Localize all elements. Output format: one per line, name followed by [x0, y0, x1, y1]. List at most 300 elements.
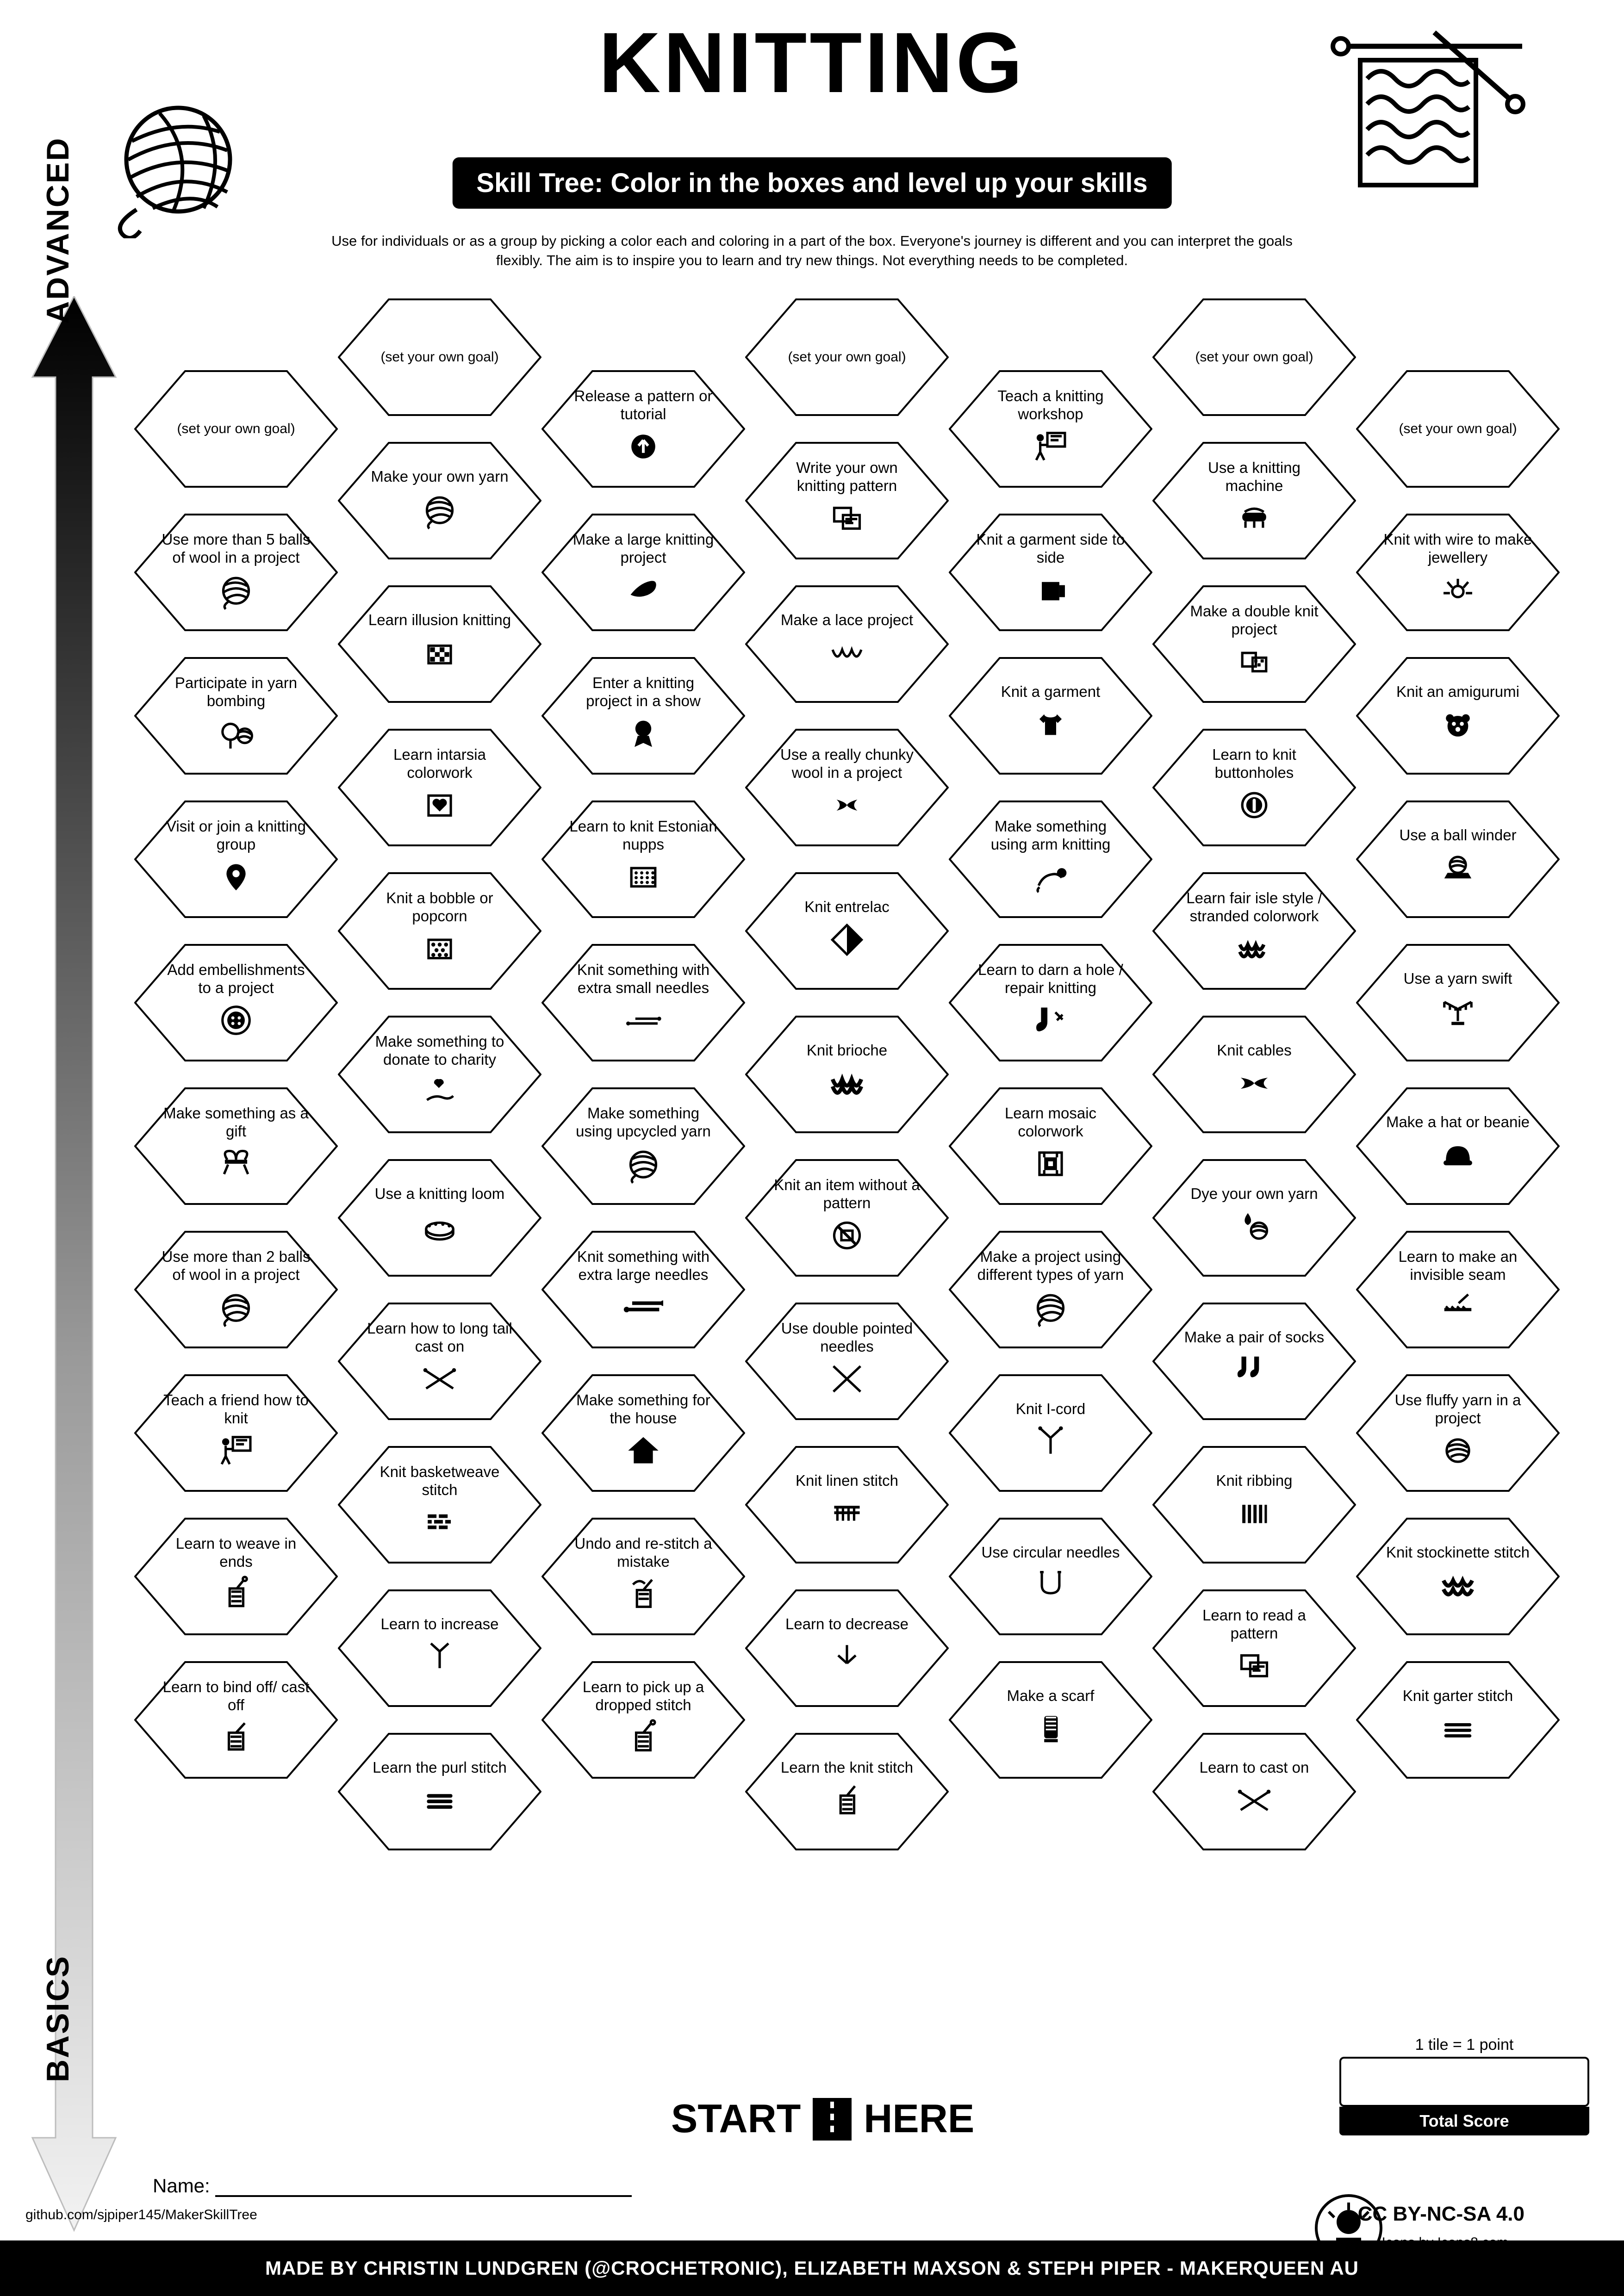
skill-tile-label: Learn fair isle style / stranded colorwork: [1186, 889, 1322, 925]
skill-tile-label: Enter a knitting project in a show: [586, 674, 701, 709]
skill-tile-icon: [420, 929, 460, 973]
axis-label-advanced: ADVANCED: [40, 137, 75, 324]
skill-tile-icon: [420, 785, 460, 829]
skill-tile[interactable]: [745, 1303, 949, 1420]
skill-tile-label: Make something for the house: [576, 1391, 710, 1427]
skill-tile-label: Use circular needles: [981, 1544, 1120, 1561]
fluffy-yarn-icon: [1438, 1431, 1478, 1471]
skill-tile[interactable]: [338, 585, 541, 703]
knitting-loom-icon: [420, 1207, 460, 1247]
skill-tile[interactable]: [1356, 657, 1560, 775]
knit-stitch-icon: [827, 1781, 867, 1820]
teaching-board-icon: [216, 1431, 256, 1471]
yarn-swift-icon: [1438, 992, 1478, 1031]
skill-tile-label: Use double pointed needles: [781, 1319, 913, 1355]
needle-weaving-icon: [216, 1574, 256, 1614]
start-here-marker: [671, 2096, 974, 2142]
skill-tile[interactable]: [949, 1374, 1152, 1492]
skill-tile[interactable]: [541, 1087, 745, 1205]
skill-tile[interactable]: [541, 1518, 745, 1635]
skill-tile-label: Undo and re-stitch a mistake: [574, 1534, 712, 1570]
skill-tile-icon: [623, 1144, 663, 1188]
skill-tile-label: Use more than 5 balls of wool in a project: [162, 530, 311, 566]
name-field-row: [153, 2175, 632, 2197]
fairisle-icon: [1234, 929, 1274, 968]
skill-tile-icon: [1031, 1709, 1070, 1753]
skill-tile-icon: [1438, 570, 1478, 614]
skill-tile[interactable]: [949, 944, 1152, 1061]
skill-tile-icon: [216, 1000, 256, 1044]
yarn-ball-icon: [420, 490, 460, 529]
increase-arrow-icon: [420, 1637, 460, 1677]
skill-tile[interactable]: [338, 1589, 541, 1707]
skill-tile-icon: [1031, 427, 1070, 471]
skill-tile-icon: [623, 857, 663, 901]
yarn-ball-icon: [216, 570, 256, 610]
house-icon: [623, 1431, 663, 1471]
road-icon: [813, 2098, 852, 2141]
skill-tile-icon: [623, 1718, 663, 1762]
skill-tile-icon: [623, 570, 663, 614]
skill-tile[interactable]: [134, 657, 338, 775]
skill-tile-icon: [623, 714, 663, 757]
no-pattern-icon: [827, 1216, 867, 1255]
skill-tile-icon: [1438, 1431, 1478, 1475]
skill-tile-label: Knit stockinette stitch: [1386, 1544, 1530, 1561]
skill-tile-icon: [1234, 1350, 1274, 1394]
ribbing-icon: [1234, 1494, 1274, 1533]
checker-basket-icon: [420, 633, 460, 673]
skill-tile-label: Use a ball winder: [1399, 826, 1517, 844]
large-needles-icon: [623, 1287, 663, 1327]
chunky-yarn-icon: [827, 785, 867, 825]
skill-tile-icon: [420, 1502, 460, 1546]
skill-tile-icon: [1031, 705, 1070, 749]
darning-sock-icon: [1031, 1000, 1070, 1040]
skill-tile-label: Knit something with extra small needles: [577, 961, 710, 996]
skill-tile[interactable]: [745, 1589, 949, 1707]
skill-tile-icon: [1234, 498, 1274, 542]
skill-tile-icon: [827, 1637, 867, 1681]
skill-tile-label: Release a pattern or tutorial: [574, 387, 713, 422]
skill-tile-icon: [1234, 1207, 1274, 1251]
github-link[interactable]: github.com/sjpiper145/MakerSkillTree: [25, 2207, 257, 2222]
total-score-input[interactable]: [1339, 2057, 1589, 2107]
skill-tile-icon: [623, 427, 663, 471]
skill-tile[interactable]: [1152, 1589, 1356, 1707]
skill-tile[interactable]: [1152, 1446, 1356, 1564]
skill-tile-label: Make a scarf: [1007, 1687, 1095, 1705]
skill-tile[interactable]: [949, 370, 1152, 488]
skill-tile-label: Knit entrelac: [804, 898, 890, 916]
skill-tile-label: Learn to darn a hole / repair knitting: [978, 961, 1123, 996]
skill-tile[interactable]: [949, 1231, 1152, 1348]
skill-tile-label: Knit a garment: [1001, 683, 1101, 701]
skill-tile-icon: [216, 857, 256, 901]
brioche-icon: [827, 1063, 867, 1103]
skill-tile[interactable]: [745, 585, 949, 703]
yarn-ball-icon: [1031, 1287, 1070, 1327]
skill-tile-icon: [420, 1781, 460, 1824]
gift-bow-icon: [216, 1144, 256, 1184]
skill-tile-icon: [1438, 992, 1478, 1036]
skill-tile-label: Knit brioche: [806, 1042, 888, 1059]
skill-tile-label: Make something to donate to charity: [375, 1032, 504, 1068]
start-label: START: [671, 2097, 801, 2141]
skill-tile[interactable]: [1356, 1374, 1560, 1492]
skill-tile-label: Knit something with extra large needles: [577, 1247, 710, 1283]
skill-tile-label: Learn mosaic colorwork: [1004, 1104, 1097, 1140]
skill-tile-label: Make a lace project: [780, 611, 914, 629]
entrelac-diamond-icon: [827, 920, 867, 960]
dpn-cross-icon: [827, 1359, 867, 1399]
tile-points-note: 1 tile = 1 point: [1415, 2036, 1514, 2054]
heart-square-icon: [420, 785, 460, 825]
skill-tile-icon: [827, 1063, 867, 1107]
skill-tile-label: Use a knitting loom: [374, 1185, 505, 1203]
skill-tile-icon: [827, 1781, 867, 1824]
skill-tile[interactable]: [1356, 1231, 1560, 1348]
skill-tile[interactable]: [1152, 442, 1356, 559]
skill-tile-icon: [1438, 1565, 1478, 1609]
skill-tile-label: Learn illusion knitting: [368, 611, 511, 629]
name-input[interactable]: [215, 2175, 632, 2197]
skill-tile[interactable]: [134, 370, 338, 488]
skill-tile-label: Learn to knit buttonholes: [1212, 745, 1296, 781]
page-title: KNITTING: [598, 15, 1026, 111]
skill-tile-icon: [1234, 785, 1274, 829]
skill-tile-label: Teach a friend how to knit: [163, 1391, 309, 1427]
skill-tile[interactable]: [949, 1518, 1152, 1635]
here-label: HERE: [864, 2097, 975, 2141]
skill-tile-icon: [1438, 848, 1478, 892]
skill-tile[interactable]: [745, 1446, 949, 1564]
skill-tile-icon: [1234, 642, 1274, 686]
decrease-arrow-icon: [827, 1637, 867, 1677]
skill-tile-icon: [827, 920, 867, 964]
skill-tile[interactable]: [338, 298, 541, 416]
icord-icon: [1031, 1422, 1070, 1462]
skill-tile[interactable]: [1152, 1159, 1356, 1277]
skill-tile[interactable]: [949, 1661, 1152, 1779]
scarf-icon: [1031, 1709, 1070, 1749]
skill-tile-label: (set your own goal): [788, 349, 906, 365]
skill-tile-icon: [623, 1287, 663, 1331]
dropped-stitch-icon: [623, 1718, 663, 1757]
skill-tile-icon: [1438, 1287, 1478, 1331]
cast-on-needles-icon: [420, 1359, 460, 1399]
skill-tile-label: Learn to increase: [380, 1615, 499, 1633]
pattern-page-icon: [1234, 1646, 1274, 1686]
skill-tile-label: Make your own yarn: [371, 468, 509, 485]
skill-tile[interactable]: [134, 800, 338, 918]
skill-tile[interactable]: [134, 1661, 338, 1779]
total-score-label: Total Score: [1339, 2107, 1589, 2135]
skill-tile[interactable]: [1356, 1661, 1560, 1779]
mosaic-icon: [1031, 1144, 1070, 1184]
skill-tile[interactable]: [745, 872, 949, 990]
license-label: CC BY-NC-SA 4.0: [1357, 2203, 1524, 2225]
skill-tile-icon: [1031, 1144, 1070, 1188]
undo-stitch-icon: [623, 1574, 663, 1614]
knitting-machine-icon: [1234, 498, 1274, 538]
cast-on-needles-icon: [1234, 1781, 1274, 1820]
skill-tile[interactable]: [1152, 1016, 1356, 1133]
skill-tile[interactable]: [745, 1016, 949, 1133]
award-ribbon-icon: [623, 714, 663, 753]
skill-tile-icon: [827, 633, 867, 677]
skill-tile-label: Knit ribbing: [1216, 1472, 1293, 1489]
tshirt-icon: [1031, 705, 1070, 745]
skill-tile[interactable]: [745, 298, 949, 416]
skill-tile[interactable]: [745, 729, 949, 846]
skill-tile[interactable]: [541, 944, 745, 1061]
skill-tile-label: Teach a knitting workshop: [997, 387, 1104, 422]
skill-tile-label: Learn to cast on: [1199, 1759, 1309, 1776]
skill-tile-icon: [216, 714, 256, 757]
map-pin-icon: [216, 857, 256, 897]
skill-tile-label: Learn to make an invisible seam: [1398, 1247, 1518, 1283]
skill-tile[interactable]: [1152, 298, 1356, 416]
skill-tile-icon: [216, 1718, 256, 1762]
skill-tile-icon: [1234, 1646, 1274, 1690]
button-icon: [216, 1000, 256, 1040]
double-knit-icon: [1234, 642, 1274, 682]
skill-tile-label: Make a large knitting project: [572, 530, 714, 566]
skill-tile-label: Knit garter stitch: [1402, 1687, 1513, 1705]
skill-tile-label: Use a yarn swift: [1403, 970, 1512, 987]
skill-tile-icon: [827, 1494, 867, 1538]
skill-tile[interactable]: [1152, 1733, 1356, 1850]
skill-tile-label: (set your own goal): [380, 349, 499, 365]
nupps-grid-icon: [623, 857, 663, 897]
skill-tile-label: Knit cables: [1217, 1042, 1292, 1059]
skill-tile[interactable]: [1356, 514, 1560, 631]
skill-tile-label: Knit a bobble or popcorn: [386, 889, 493, 925]
stockinette-icon: [1438, 1565, 1478, 1605]
score-box: [1339, 2036, 1589, 2135]
skill-tile[interactable]: [134, 1087, 338, 1205]
basketweave-icon: [420, 1502, 460, 1542]
skill-tile-label: Knit I-cord: [1015, 1400, 1086, 1418]
skill-tile-label: Make something using upcycled yarn: [576, 1104, 711, 1140]
lace-icon: [827, 633, 867, 673]
name-label: Name:: [153, 2175, 210, 2197]
skill-tile[interactable]: [1356, 370, 1560, 488]
skill-tile-label: Knit an item without a pattern: [774, 1176, 920, 1211]
skill-tile-label: Learn to decrease: [785, 1615, 908, 1633]
pattern-page-icon: [827, 498, 867, 538]
skill-tile-label: Learn how to long tail cast on: [367, 1319, 512, 1355]
skill-tile-icon: [827, 498, 867, 542]
skill-tile-icon: [216, 1144, 256, 1188]
bind-off-icon: [216, 1718, 256, 1757]
dye-drop-yarn-icon: [1234, 1207, 1274, 1247]
skill-tile[interactable]: [541, 370, 745, 488]
skill-tile-icon: [216, 1574, 256, 1618]
hand-heart-icon: [420, 1072, 460, 1112]
ball-winder-icon: [1438, 848, 1478, 888]
skill-tile-icon: [1234, 1063, 1274, 1107]
skill-tile-icon: [1031, 1287, 1070, 1331]
skill-tile-icon: [827, 1359, 867, 1403]
skill-tile-label: Learn to read a pattern: [1202, 1606, 1306, 1642]
tree-yarn-icon: [216, 714, 256, 753]
skill-tile-icon: [420, 1072, 460, 1116]
yarn-ball-icon: [623, 1144, 663, 1184]
skill-tile[interactable]: [134, 1231, 338, 1348]
skill-tile[interactable]: [1356, 1087, 1560, 1205]
skill-tile[interactable]: [949, 1087, 1152, 1205]
skill-tile[interactable]: [541, 1231, 745, 1348]
skill-tile[interactable]: [541, 514, 745, 631]
skill-tile-icon: [420, 490, 460, 534]
skill-tile-label: Dye your own yarn: [1190, 1185, 1318, 1203]
teaching-board-icon: [1031, 427, 1070, 466]
skill-tile[interactable]: [541, 800, 745, 918]
skill-tile[interactable]: [338, 1303, 541, 1420]
skill-tile-icon: [1031, 1000, 1070, 1044]
axis-label-basics: BASICS: [40, 1955, 75, 2082]
skill-tile[interactable]: [949, 514, 1152, 631]
cable-icon: [1234, 1063, 1274, 1103]
invisible-seam-icon: [1438, 1287, 1478, 1327]
skill-tile[interactable]: [338, 872, 541, 990]
skill-tile-icon: [420, 1637, 460, 1681]
skill-tile[interactable]: [1356, 800, 1560, 918]
skill-tile-label: Write your own knitting pattern: [796, 459, 898, 494]
socks-icon: [1234, 1350, 1274, 1390]
skill-tile-label: Knit a garment side to side: [976, 530, 1125, 566]
small-needles-icon: [623, 1000, 663, 1040]
skill-tile[interactable]: [541, 1374, 745, 1492]
skill-tile-icon: [623, 1000, 663, 1044]
skill-tile[interactable]: [338, 442, 541, 559]
arm-knitting-icon: [1031, 857, 1070, 897]
skill-tile-label: Learn to weave in ends: [175, 1534, 297, 1570]
skill-tile-label: Learn intarsia colorwork: [393, 745, 486, 781]
skill-tile[interactable]: [1152, 1303, 1356, 1420]
skill-tile-label: Use more than 2 balls of wool in a project: [162, 1247, 311, 1283]
skill-tile-icon: [1438, 705, 1478, 749]
skill-tile[interactable]: [338, 1016, 541, 1133]
skill-tile[interactable]: [1356, 944, 1560, 1061]
credit-bar: MADE BY CHRISTIN LUNDGREN (@CROCHETRONIC), ELIZABETH MAXSON & STEPH PIPER - MAKERQUEEN AU: [0, 2240, 1624, 2296]
garment-side-icon: [1031, 570, 1070, 610]
skill-tile-label: Participate in yarn bombing: [174, 674, 298, 709]
skill-tile-label: Use fluffy yarn in a project: [1394, 1391, 1521, 1427]
skill-tile[interactable]: [745, 1159, 949, 1277]
skill-tile-icon: [420, 1207, 460, 1251]
skill-tile[interactable]: [1152, 729, 1356, 846]
skill-tile[interactable]: [338, 1446, 541, 1564]
skill-tile-icon: [1031, 1422, 1070, 1466]
skill-tile[interactable]: [1152, 585, 1356, 703]
circular-needles-icon: [1031, 1565, 1070, 1605]
skill-tile-icon: [216, 1431, 256, 1475]
skill-tile-icon: [1031, 570, 1070, 614]
purl-stitch-icon: [420, 1781, 460, 1820]
skill-tile[interactable]: [949, 657, 1152, 775]
skill-tile-icon: [1234, 929, 1274, 973]
skill-tile-label: Knit basketweave stitch: [380, 1463, 500, 1498]
skill-tile[interactable]: [541, 1661, 745, 1779]
skill-tile-icon: [1438, 1709, 1478, 1753]
amigurumi-bear-icon: [1438, 705, 1478, 745]
skill-tile-icon: [827, 785, 867, 829]
wire-jewellery-icon: [1438, 570, 1478, 610]
skill-tile-label: Use a really chunky wool in a project: [780, 745, 914, 781]
skill-tile-icon: [1438, 1135, 1478, 1179]
skill-tile-label: Learn the knit stitch: [780, 1759, 914, 1776]
skill-tile-label: Make a hat or beanie: [1386, 1113, 1530, 1131]
skill-tile-icon: [1234, 1781, 1274, 1824]
skill-tile-icon: [420, 1359, 460, 1403]
skill-tile-icon: [216, 570, 256, 614]
skill-tile-label: Knit an amigurumi: [1396, 683, 1519, 701]
skill-tile-label: (set your own goal): [1195, 349, 1313, 365]
skill-tile-label: Add embellishments to a project: [167, 961, 305, 996]
subtitle-banner: Skill Tree: Color in the boxes and level up your skills: [452, 157, 1171, 209]
yarn-ball-icon: [216, 1287, 256, 1327]
skill-tile-label: Make a pair of socks: [1184, 1328, 1325, 1346]
beanie-icon: [1438, 1135, 1478, 1175]
blanket-icon: [623, 570, 663, 610]
skill-tile[interactable]: [338, 1159, 541, 1277]
upload-circle-icon: [623, 427, 663, 466]
skill-tile-label: Make a double knit project: [1190, 602, 1319, 638]
skill-tile[interactable]: [338, 729, 541, 846]
skill-tile[interactable]: [134, 944, 338, 1061]
skill-tile[interactable]: [134, 1518, 338, 1635]
skill-tile-icon: [1234, 1494, 1274, 1538]
skill-tile[interactable]: [745, 1733, 949, 1850]
bobble-dots-icon: [420, 929, 460, 968]
skill-tile-label: Use a knitting machine: [1208, 459, 1300, 494]
intro-text: Use for individuals or as a group by picking a color each and coloring in a part of the box. Everyone's journey is different and you can interpret the goals flexibly. The aim is to inspire you to learn and try new things. Not everything needs to be completed.: [331, 233, 1293, 268]
skill-tile-icon: [623, 1431, 663, 1475]
skill-tile-icon: [1031, 1565, 1070, 1609]
skill-tile-label: Learn to bind off/ cast off: [162, 1678, 310, 1713]
skill-tile-label: (set your own goal): [177, 421, 295, 437]
skill-tile-label: Make something as a gift: [163, 1104, 309, 1140]
skill-tile-label: Knit with wire to make jewellery: [1383, 530, 1532, 566]
skill-tile[interactable]: [134, 514, 338, 631]
skill-tile-label: Learn to knit Estonian nupps: [569, 817, 717, 853]
skill-tile-label: Make a project using different types of yarn: [977, 1247, 1124, 1283]
skill-tile-icon: [623, 1574, 663, 1618]
skill-tile-label: Visit or join a knitting group: [166, 817, 306, 853]
skill-tile-label: (set your own goal): [1399, 421, 1517, 437]
garter-stitch-icon: [1438, 1709, 1478, 1749]
skill-tile-label: Learn the purl stitch: [373, 1759, 507, 1776]
skill-tile-icon: [1031, 857, 1070, 901]
linen-stitch-icon: [827, 1494, 867, 1533]
buttonhole-icon: [1234, 785, 1274, 825]
skill-tile[interactable]: [134, 1374, 338, 1492]
skill-tile[interactable]: [1356, 1518, 1560, 1635]
skill-tile-label: Knit linen stitch: [796, 1472, 898, 1489]
skill-tile[interactable]: [338, 1733, 541, 1850]
skill-tile-label: Make something using arm knitting: [990, 817, 1111, 853]
skill-tile[interactable]: [949, 800, 1152, 918]
skill-tile[interactable]: [745, 442, 949, 559]
skill-tile-icon: [420, 633, 460, 677]
skill-tile-icon: [216, 1287, 256, 1331]
skill-tile[interactable]: [1152, 872, 1356, 990]
skill-tile[interactable]: [541, 657, 745, 775]
skill-tile-icon: [827, 1216, 867, 1260]
